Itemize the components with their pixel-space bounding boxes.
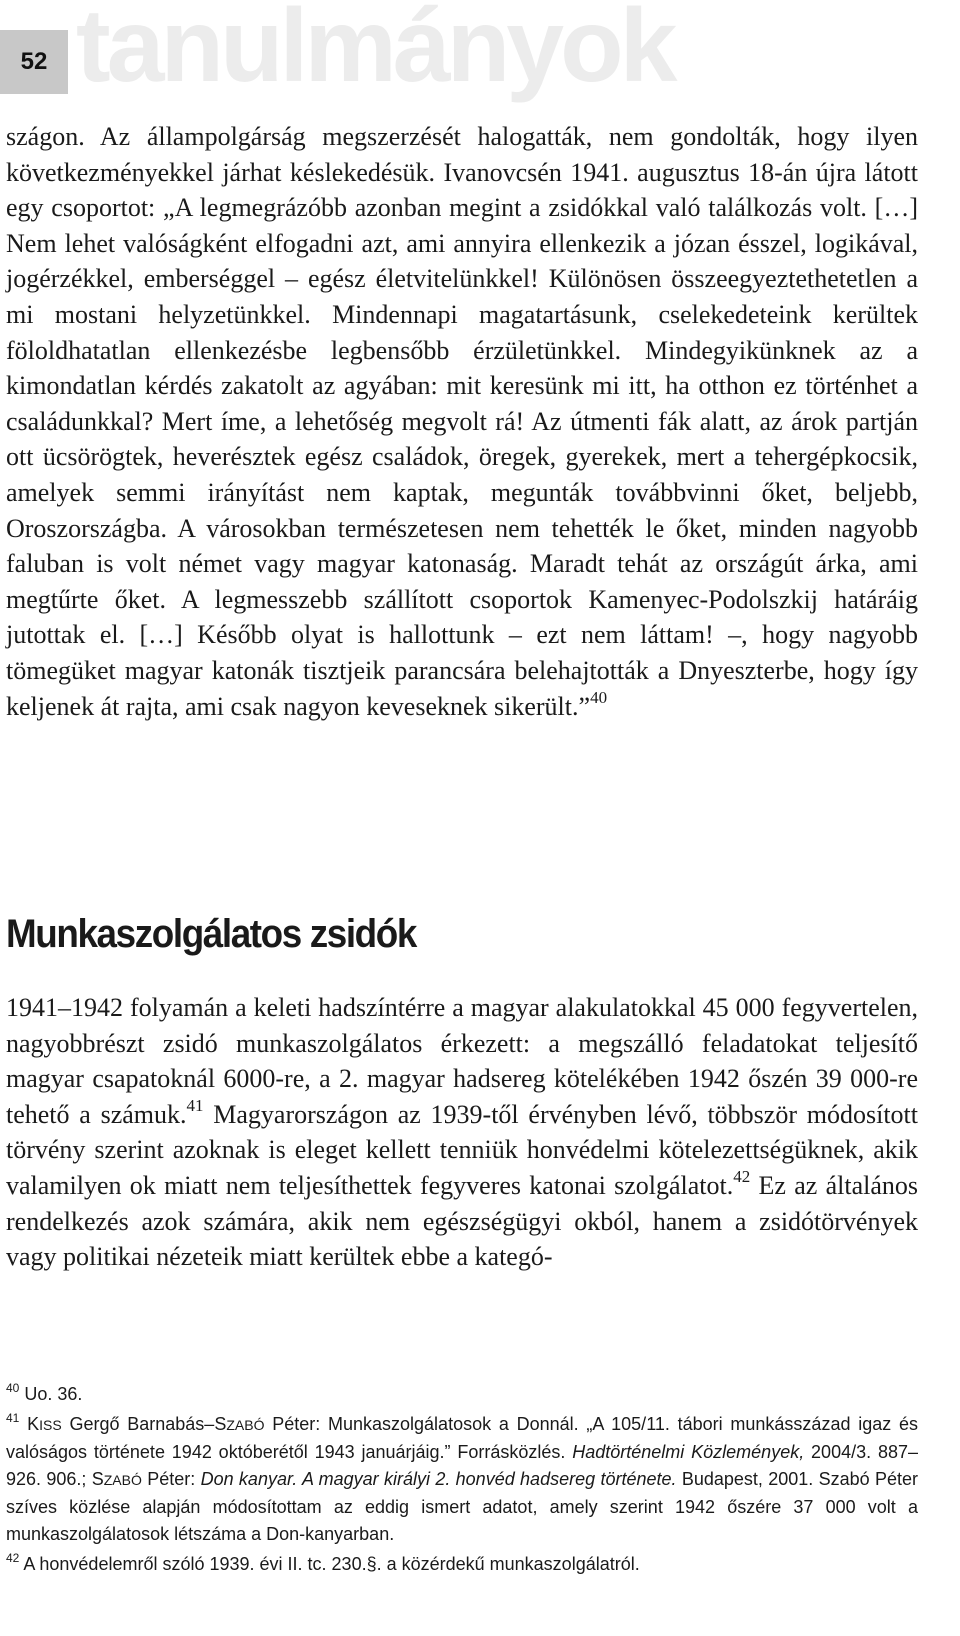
footnote-41 <box>6 1411 918 1548</box>
footnote-number: 40 <box>6 1381 20 1395</box>
footnote-text: A honvédelemről szóló 1939. évi II. tc. 230.§. a közérdekű munkaszolgálatról. <box>23 1554 640 1574</box>
author-given: Gergő Barnabás– <box>61 1414 215 1434</box>
quote-paragraph <box>6 119 918 724</box>
author-initial: K <box>27 1414 40 1434</box>
page-number: 52 <box>0 30 68 94</box>
author-initial: S <box>91 1469 104 1489</box>
footnotes <box>6 1381 918 1581</box>
footnote-ref-41[interactable]: 41 <box>186 1096 204 1116</box>
footnote-number: 42 <box>6 1551 20 1565</box>
footnote-text: Péter: Munkaszolgálatosok a Donnál. „A 105/11. tábori munkásszázad igaz és valóságos története 1942 októberétől 1943 januárjáig.” Forrásközlés. <box>6 1414 918 1462</box>
footnote-42 <box>6 1551 918 1578</box>
author-surname: ISS <box>39 1417 62 1433</box>
author-initial: S <box>214 1414 227 1434</box>
author-surname: ZABÓ <box>226 1417 265 1433</box>
footnote-text: Budapest, 2001. Szabó Péter szíves közlése alapján módosítottam az eddig ismert adatot, amely szerint 1942 őszére 37 000 volt a munkaszolgálatosok létszáma a Don-kanyarban. <box>6 1469 918 1544</box>
section-label: tanulmányok <box>76 0 674 104</box>
footnote-text: Uo. 36. <box>24 1384 83 1404</box>
footnote-text: 2004/3. 887–926. 906.; <box>6 1442 918 1489</box>
footnote-40 <box>6 1381 918 1408</box>
quote-text: szágon. Az állampolgárság megszerzését halogatták, nem gondolták, hogy ilyen következményekkel járhat késlekedésük. Ivanovcsén 1941. augusztus 18-án újra látott egy csoportot: „A legmegrázóbb azonban megint a zsidókkal való találkozás volt. […] Nem lehet valóságként elfogadni azt, ami annyira ellenkezik a józan ésszel, logikával, jogérzékkel, emberséggel – egész életvitelünkkel! Különösen összeegyeztethetetlen a mi mostani helyzetünkkel. Mindennapi magatartásunk, cselekedeteink kerültek föloldhatatlan ellenkezésbe legbensőbb érzületünkkel. Mindegyikünknek az a kimondatlan kérdés zakatolt az agyában: mit keresünk mi itt, ha otthon ez történhet a családunkkal? Mert íme, a lehetőség megvolt rá! Az útmenti fák alatt, az árok partján ott ücsörögtek, heverésztek egész családok, öregek, gyerekek, mert a tehergépkocsik, amelyek semmi irányítást nem kaptak, megunták továbbvinni őket, beljebb, Oroszországba. A városokban természetesen nem tehették le őket, minden nagyobb faluban is volt német vagy magyar katonaság. Maradt tehát az országút árka, ami megtűrte őket. A legmesszebb szállított csoportok Kamenyec-Podolszkij határáig jutottak el. […] Később olyat is hallottunk – ezt nem láttam! –, hogy nagyobb tömegüket magyar katonák tisztjeik parancsára belehajtották a Dnyeszterbe, hogy így keljenek át rajta, ami csak nagyon keveseknek sikerült.” <box>6 122 918 721</box>
journal-title: Hadtörténelmi Közlemények, <box>572 1442 805 1462</box>
footnote-text: Péter: <box>141 1469 201 1489</box>
section-title: Munkaszolgálatos zsidók <box>6 912 416 956</box>
footnote-number: 41 <box>6 1411 20 1425</box>
section-text-3: Ez az általános rendelkezés azok számára, akik nem egészségügyi okból, hanem a zsidótörvények vagy politikai nézeteik miatt kerültek ebbe a kategó- <box>6 1170 918 1272</box>
section-paragraph <box>6 990 918 1275</box>
author-surname: ZABÓ <box>103 1472 142 1488</box>
book-title: Don kanyar. A magyar királyi 2. honvéd hadsereg története. <box>200 1469 677 1489</box>
footnote-ref-42[interactable]: 42 <box>733 1167 751 1187</box>
section-text-2: Magyarországon az 1939-től érvényben lévő, többször módosított törvény szerint azoknak is eleget kellett tenniük honvédelmi kötelezettségüknek, akik valamilyen ok miatt nem teljesíthettek fegyveres katonai szolgálatot. <box>6 1099 918 1200</box>
section-text-1: 1941–1942 folyamán a keleti hadszíntérre a magyar alakulatokkal 45 000 fegyvertelen, nagyobbrészt zsidó munkaszolgálatos érkezett: a megszálló feladatokat teljesítő magyar csapatoknál 6000-re, a 2. magyar hadsereg kötelékében 1942 őszén 39 000-re tehető a számuk. <box>6 993 918 1129</box>
footnote-ref-40[interactable]: 40 <box>590 687 608 707</box>
